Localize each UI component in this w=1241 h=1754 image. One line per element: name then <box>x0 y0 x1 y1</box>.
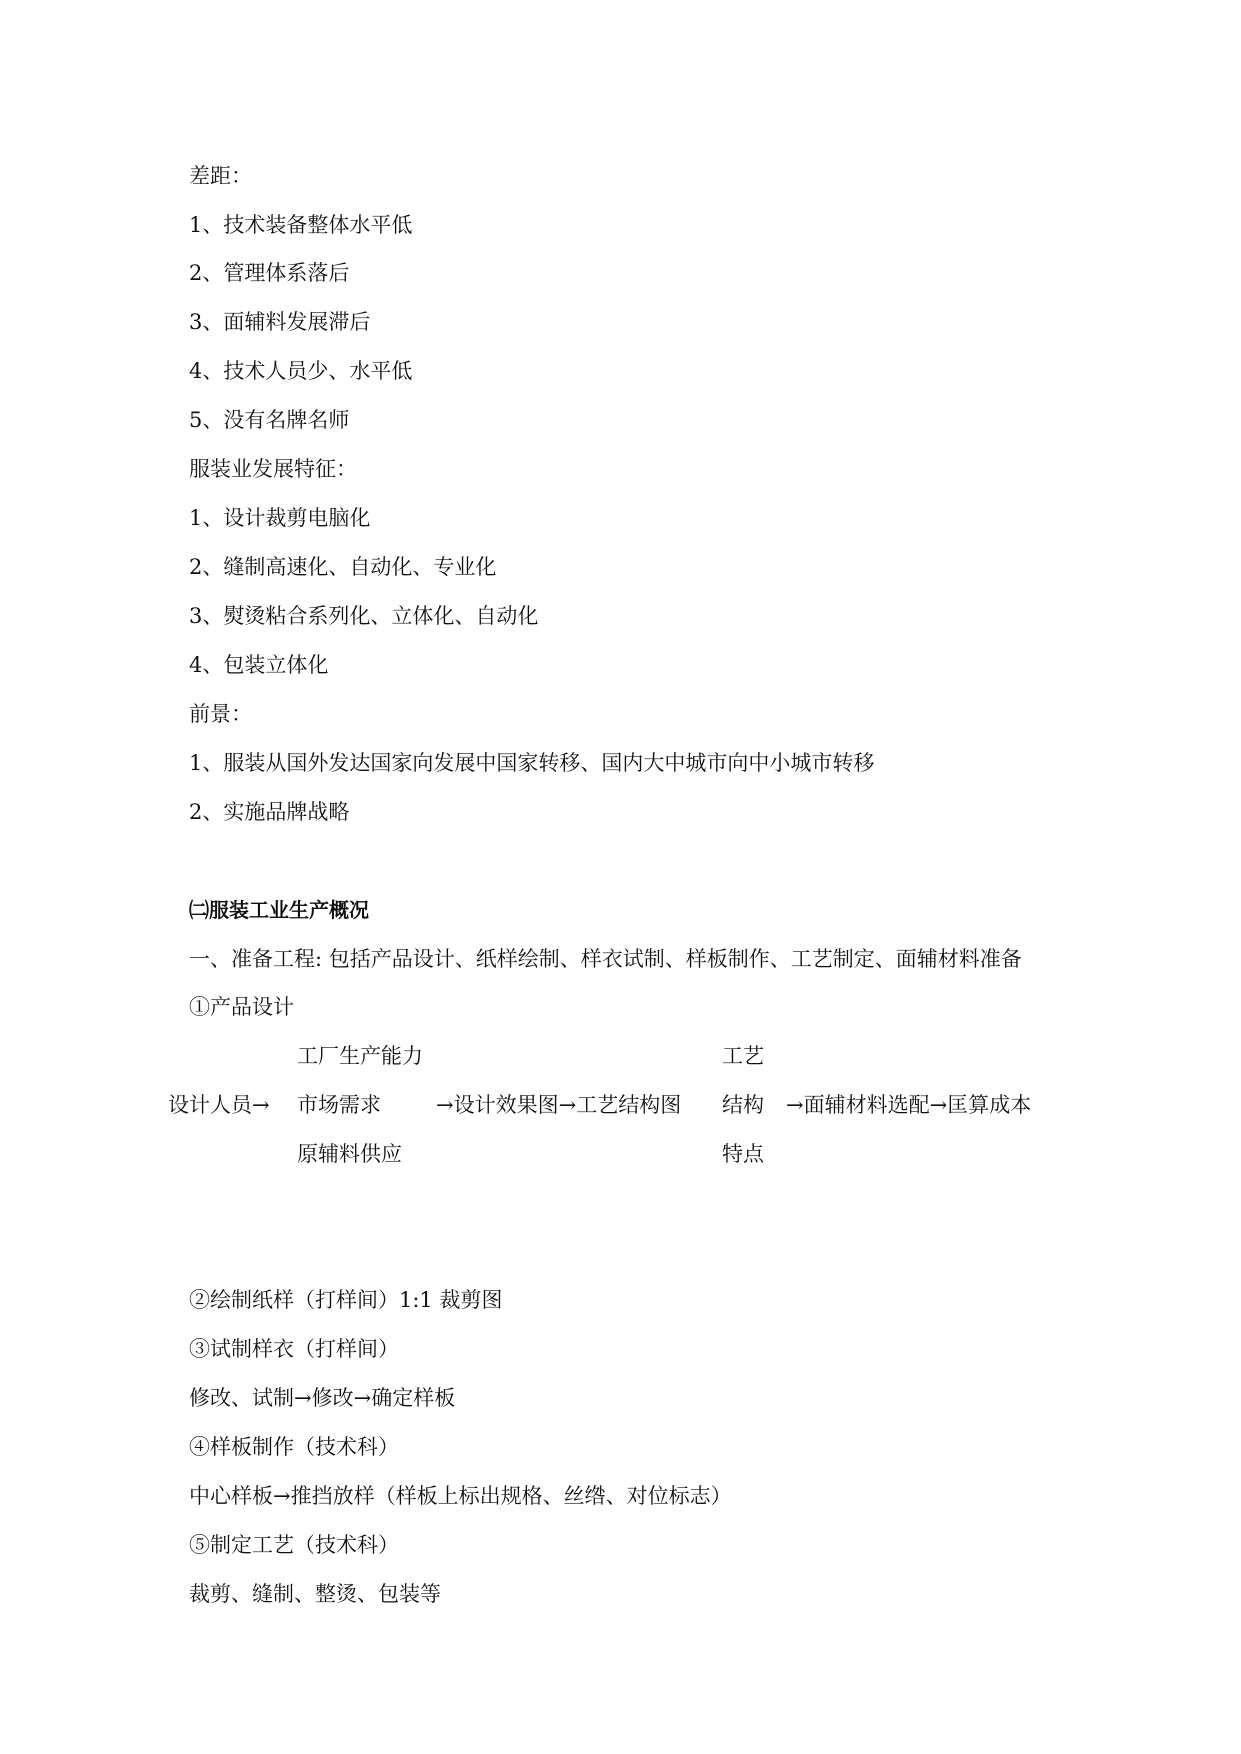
features-item: 3、熨烫粘合系列化、立体化、自动化 <box>189 604 539 628</box>
prospect-item: 2、实施品牌战略 <box>189 800 350 824</box>
features-title: 服装业发展特征： <box>189 457 357 481</box>
features-item: 1、设计裁剪电脑化 <box>189 506 371 530</box>
gap-item: 5、没有名牌名师 <box>189 408 350 432</box>
flow-process: 工艺 <box>722 1044 764 1068</box>
section-heading: ㈡服装工业生产概况 <box>189 898 369 922</box>
step-detail: 裁剪、缝制、整烫、包装等 <box>189 1582 441 1606</box>
step-title: ⑤制定工艺（技术科） <box>189 1533 399 1557</box>
step-title: ①产品设计 <box>189 995 294 1019</box>
prospect-title: 前景： <box>189 702 252 726</box>
gap-item: 3、面辅料发展滞后 <box>189 310 371 334</box>
gap-item: 4、技术人员少、水平低 <box>189 359 413 383</box>
flow-factor: 市场需求 <box>297 1093 381 1117</box>
flow-factor: 工厂生产能力 <box>297 1044 423 1068</box>
flow-designer: 设计人员→ <box>168 1093 270 1117</box>
section-intro: 一、准备工程: 包括产品设计、纸样绘制、样衣试制、样板制作、工艺制定、面辅材料准备 <box>189 947 1022 971</box>
step-detail: 中心样板→推挡放样（样板上标出规格、丝绺、对位标志） <box>189 1484 732 1508</box>
gap-item: 1、技术装备整体水平低 <box>189 213 413 237</box>
features-item: 4、包装立体化 <box>189 653 329 677</box>
features-item: 2、缝制高速化、自动化、专业化 <box>189 555 497 579</box>
gap-title: 差距： <box>189 164 252 188</box>
flow-middle: →设计效果图→工艺结构图 <box>436 1093 682 1117</box>
step-detail: 修改、试制→修改→确定样板 <box>189 1386 456 1410</box>
step-title: ③试制样衣（打样间） <box>189 1337 399 1361</box>
flow-factor: 原辅料供应 <box>297 1142 402 1166</box>
gap-item: 2、管理体系落后 <box>189 261 350 285</box>
flow-process: 结构 <box>722 1093 764 1117</box>
prospect-item: 1、服装从国外发达国家向发展中国家转移、国内大中城市向中小城市转移 <box>189 751 875 775</box>
step-title: ②绘制纸样（打样间）1:1 裁剪图 <box>189 1288 503 1312</box>
flow-end: →面辅材料选配→匡算成本 <box>786 1093 1032 1117</box>
step-title: ④样板制作（技术科） <box>189 1435 399 1459</box>
flow-process: 特点 <box>722 1142 764 1166</box>
